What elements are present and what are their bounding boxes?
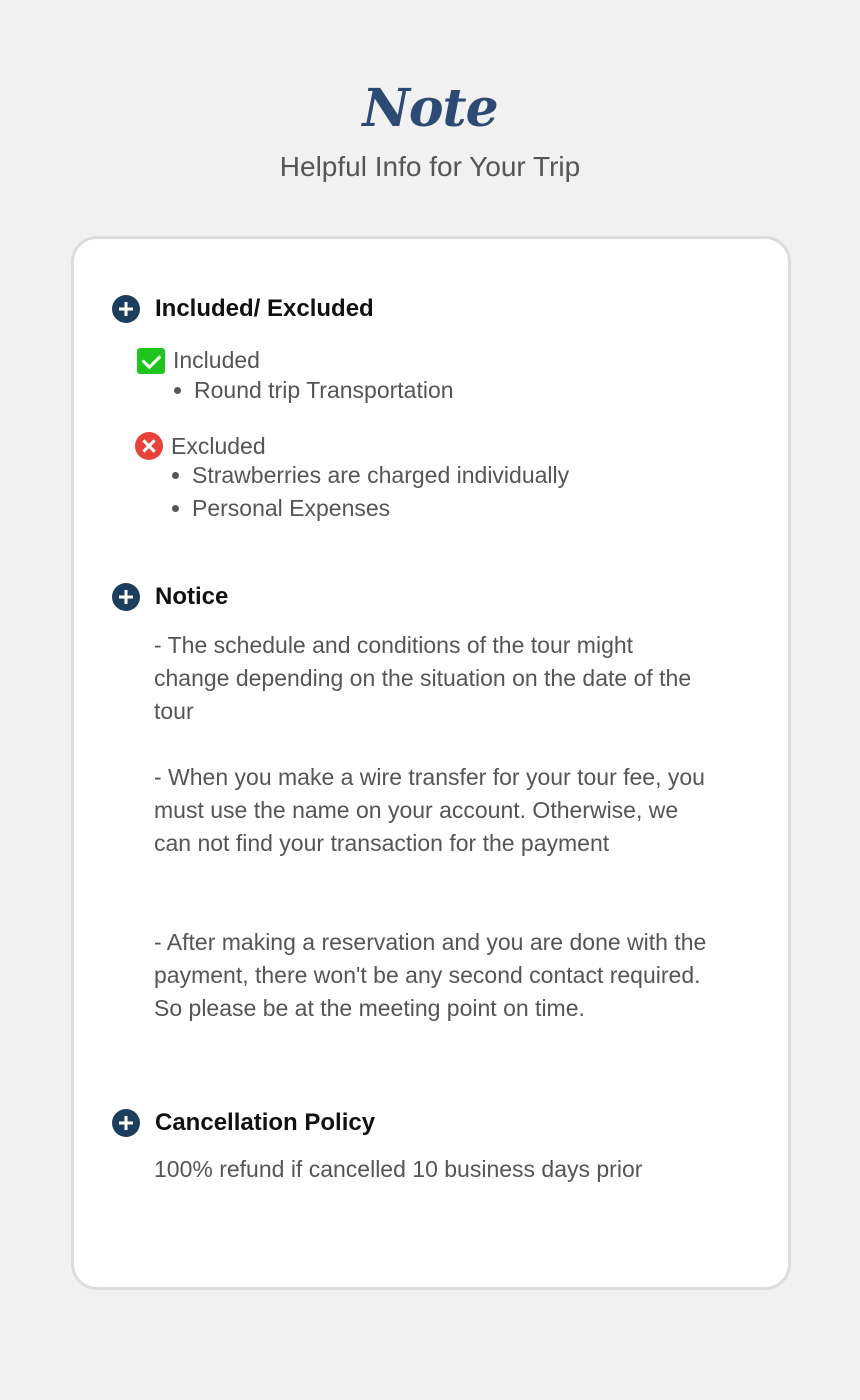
included-subheader (137, 347, 260, 374)
list-item-text: Personal Expenses (192, 495, 391, 521)
list-item (192, 493, 390, 523)
cancellation-text: 100% refund if cancelled 10 business days prior (154, 1156, 643, 1182)
section-cancellation-header (112, 1107, 375, 1139)
section-title: Included/ Excluded (155, 295, 374, 322)
page-title: Note (362, 78, 498, 139)
list-item (192, 460, 569, 490)
plus-circle-icon (112, 1109, 140, 1137)
section-included-excluded-header (112, 293, 374, 325)
section-title: Cancellation Policy (155, 1109, 376, 1136)
check-box-icon (137, 348, 165, 374)
notice-paragraph: - After making a reservation and you are done with the payment, there won't be any second contact required. So please be at the meeting point on time. (154, 929, 707, 1021)
list-item-text: Round trip Transportation (194, 377, 454, 403)
excluded-label: Excluded (171, 432, 266, 459)
list-item (194, 375, 454, 405)
info-card (71, 236, 791, 1290)
section-title: Notice (155, 583, 229, 610)
section-notice-header (112, 581, 228, 613)
list-item-text: Strawberries are charged individually (192, 462, 570, 488)
bullet-dot (172, 472, 179, 479)
plus-circle-icon (112, 583, 140, 611)
bullet-dot (174, 387, 181, 394)
plus-circle-icon (112, 295, 140, 323)
x-circle-icon (135, 432, 163, 460)
included-label: Included (173, 347, 260, 373)
excluded-subheader (135, 432, 266, 460)
bullet-dot (172, 505, 179, 512)
page-subtitle: Helpful Info for Your Trip (279, 151, 581, 182)
notice-paragraph: - The schedule and conditions of the tour might change depending on the situation on the date of the tour (154, 632, 692, 724)
notice-paragraph: - When you make a wire transfer for your tour fee, you must use the name on your account. Otherwise, we can not find your transaction for the payment (154, 764, 705, 856)
